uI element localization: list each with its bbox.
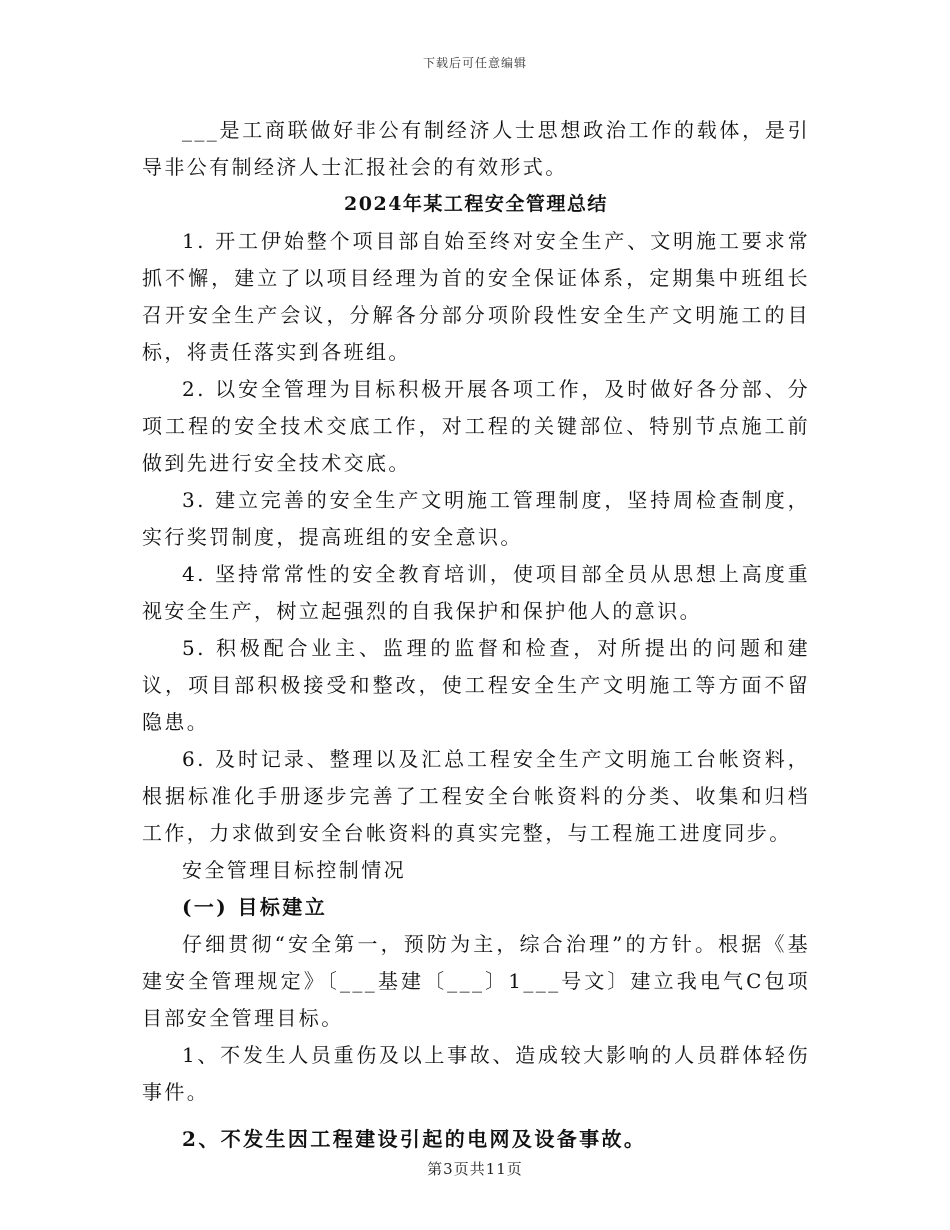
- summary-item-1: 1. 开工伊始整个项目部自始至终对安全生产、文明施工要求常抓不懈，建立了以项目经理为首的安全保证体系，定期集中班组长召开安全生产会议，分解各分部分项阶段性安全生产文明施工的目标，将责任落实到各班组。: [142, 229, 810, 364]
- download-note: 下载后可任意编辑: [422, 56, 527, 70]
- page-number: 第3页共11页: [427, 1160, 523, 1178]
- summary-item-5: 5. 积极配合业主、监理的监督和检查，对所提出的问题和建议，项目部积极接受和整改，使工程安全生产文明施工等方面不留隐患。: [142, 636, 810, 734]
- goal-item-2: 2、不发生因工程建设引起的电网及设备事故。: [182, 1127, 647, 1151]
- subsection-paragraph: 仔细贯彻“安全第一，预防为主，综合治理”的方针。根据《基建安全管理规定》〔___基建〔___〕1___号文〕建立我电气C包项目部安全管理目标。: [142, 932, 810, 1030]
- summary-item-4: 4. 坚持常常性的安全教育培训，使项目部全员从思想上高度重视安全生产，树立起强烈的自我保护和保护他人的意识。: [142, 562, 810, 623]
- summary-item-3: 3. 建立完善的安全生产文明施工管理制度，坚持周检查制度，实行奖罚制度，提高班组的安全意识。: [142, 488, 810, 549]
- summary-item-2: 2. 以安全管理为目标积极开展各项工作，及时做好各分部、分项工程的安全技术交底工作，对工程的关键部位、特别节点施工前做到先进行安全技术交底。: [142, 377, 810, 475]
- document-body: [142, 112, 810, 1158]
- goal-item-1: 1、不发生人员重伤及以上事故、造成较大影响的人员群体轻伤事件。: [142, 1043, 810, 1104]
- summary-item-6: 6. 及时记录、整理以及汇总工程安全生产文明施工台帐资料，根据标准化手册逐步完善了工程安全台帐资料的分类、收集和归档工作，力求做到安全台帐资料的真实完整，与工程施工进度同步。: [142, 747, 810, 845]
- section-heading: 安全管理目标控制情况: [182, 858, 406, 882]
- document-title: 2024年某工程安全管理总结: [344, 193, 608, 215]
- intro-paragraph: ___是工商联做好非公有制经济人士思想政治工作的载体，是引导非公有制经济人士汇报社会的有效形式。: [142, 118, 810, 179]
- subsection-heading: (一) 目标建立: [182, 895, 328, 919]
